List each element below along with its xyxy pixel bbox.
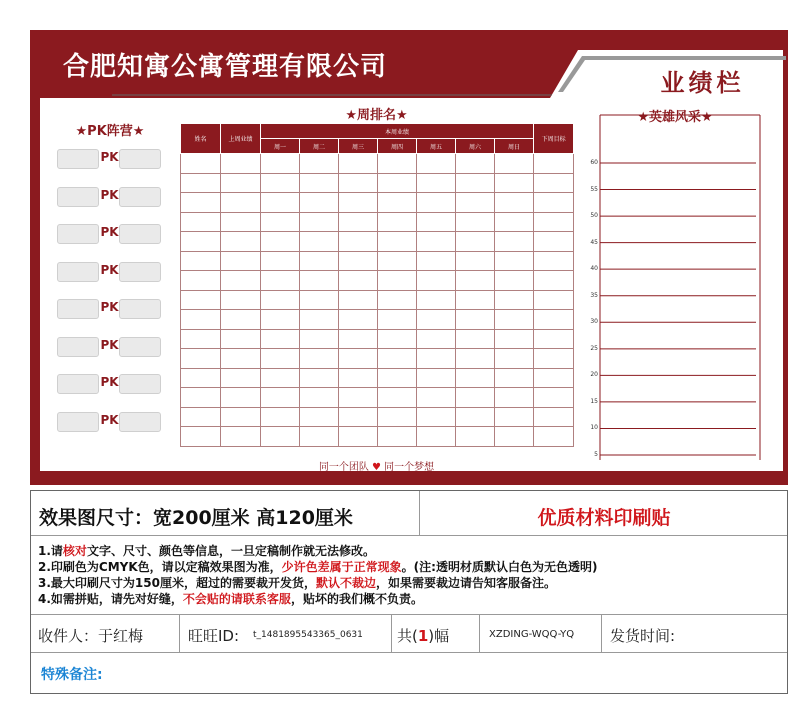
weekly-ranking-table — [180, 123, 574, 447]
table-cell — [181, 232, 221, 252]
slogan-part-2: 同一个梦想 — [384, 462, 435, 473]
table-row — [181, 290, 574, 310]
table-cell — [339, 349, 378, 369]
pk-left-box — [57, 337, 99, 357]
table-cell — [534, 368, 574, 388]
pk-right-box — [119, 299, 161, 319]
col-day: 周三 — [339, 139, 378, 154]
notes — [38, 543, 597, 607]
hero-tick-label: 10 — [590, 424, 598, 432]
pk-left-box — [57, 262, 99, 282]
table-cell — [221, 329, 261, 349]
table-cell — [339, 427, 378, 447]
table-cell — [417, 232, 456, 252]
pk-row — [57, 374, 160, 394]
table-cell — [456, 368, 495, 388]
slogan — [180, 458, 573, 473]
hero-tick-label: 20 — [590, 371, 598, 379]
divider — [179, 614, 180, 652]
table-cell — [417, 173, 456, 193]
table-row — [181, 193, 574, 213]
table-cell — [456, 212, 495, 232]
pk-left-box — [57, 299, 99, 319]
table-cell — [181, 290, 221, 310]
hero-tick-label: 5 — [594, 451, 598, 458]
table-row — [181, 173, 574, 193]
pk-row — [57, 149, 160, 169]
table-cell — [221, 388, 261, 408]
table-cell — [456, 232, 495, 252]
table-cell — [339, 290, 378, 310]
table-cell — [339, 173, 378, 193]
table-cell — [456, 251, 495, 271]
table-cell — [456, 271, 495, 291]
table-cell — [300, 251, 339, 271]
table-cell — [378, 193, 417, 213]
order-code: XZDING-WQQ-YQ — [489, 629, 575, 640]
hero-tick-label: 55 — [590, 185, 598, 193]
table-cell — [300, 154, 339, 174]
pk-label: PK — [100, 300, 119, 314]
table-cell — [495, 290, 534, 310]
table-cell — [495, 212, 534, 232]
special-notes: 特殊备注: — [41, 667, 103, 683]
heart-icon: ♥ — [372, 462, 381, 473]
table-cell — [181, 407, 221, 427]
wangwang-label: 旺旺ID: — [188, 627, 240, 645]
table-cell — [221, 427, 261, 447]
hero-tick-label: 30 — [590, 318, 598, 326]
table-cell — [300, 407, 339, 427]
table-cell — [495, 154, 534, 174]
table-cell — [378, 173, 417, 193]
pk-row — [57, 262, 160, 282]
table-row — [181, 251, 574, 271]
table-cell — [456, 290, 495, 310]
hero-section-title: ★英雄风采★ — [620, 106, 730, 125]
table-cell — [300, 212, 339, 232]
table-cell — [181, 388, 221, 408]
table-cell — [300, 427, 339, 447]
table-cell — [181, 212, 221, 232]
table-cell — [417, 329, 456, 349]
table-cell — [181, 368, 221, 388]
table-cell — [534, 290, 574, 310]
divider — [601, 614, 602, 652]
divider — [479, 614, 480, 652]
table-cell — [417, 368, 456, 388]
col-this-week: 本周业绩 — [261, 124, 534, 139]
table-cell — [534, 349, 574, 369]
table-cell — [339, 310, 378, 330]
table-cell — [181, 154, 221, 174]
table-row — [181, 368, 574, 388]
table-cell — [534, 427, 574, 447]
table-cell — [261, 329, 300, 349]
pk-left-box — [57, 224, 99, 244]
col-name: 姓名 — [181, 124, 221, 154]
table-row — [181, 212, 574, 232]
table-cell — [221, 290, 261, 310]
note-2: 2.印刷色为CMYK色，请以定稿效果图为准，少许色差属于正常现象。(注:透明材质默认白色为无色透明) — [38, 560, 598, 574]
table-cell — [221, 154, 261, 174]
slogan-part-1: 同一个团队 — [318, 462, 369, 473]
size-text: 效果图尺寸：宽200厘米 高120厘米 — [39, 507, 353, 529]
table-cell — [534, 154, 574, 174]
table-cell — [456, 193, 495, 213]
table-cell — [378, 154, 417, 174]
pk-left-box — [57, 149, 99, 169]
table-cell — [417, 310, 456, 330]
table-cell — [300, 173, 339, 193]
table-cell — [456, 173, 495, 193]
table-cell — [261, 271, 300, 291]
table-cell — [495, 329, 534, 349]
pk-left-box — [57, 412, 99, 432]
table-cell — [456, 427, 495, 447]
count: 共(1)幅 — [397, 627, 450, 645]
table-cell — [456, 349, 495, 369]
note-4: 4.如需拼贴，请先对好缝，不会贴的请联系客服，贴坏的我们概不负责。 — [38, 592, 423, 606]
col-day: 周六 — [456, 139, 495, 154]
table-cell — [300, 349, 339, 369]
table-cell — [181, 427, 221, 447]
table-cell — [534, 310, 574, 330]
divider — [419, 491, 420, 535]
table-cell — [181, 310, 221, 330]
table-cell — [339, 388, 378, 408]
table-cell — [221, 173, 261, 193]
table-cell — [261, 173, 300, 193]
table-cell — [261, 193, 300, 213]
table-cell — [261, 368, 300, 388]
pk-row — [57, 337, 160, 357]
table-cell — [261, 349, 300, 369]
pk-right-box — [119, 374, 161, 394]
table-cell — [181, 251, 221, 271]
table-cell — [339, 329, 378, 349]
table-cell — [495, 349, 534, 369]
pk-label: PK — [100, 187, 119, 202]
wangwang-id: t_1481895543365_0631 — [253, 630, 363, 640]
pk-row — [57, 224, 160, 244]
table-cell — [456, 329, 495, 349]
pk-right-box — [119, 149, 161, 169]
table-cell — [221, 232, 261, 252]
table-cell — [378, 388, 417, 408]
table-cell — [417, 349, 456, 369]
note-1: 1.请核对文字、尺寸、颜色等信息，一旦定稿制作就无法修改。 — [38, 544, 375, 558]
table-cell — [339, 154, 378, 174]
table-cell — [261, 290, 300, 310]
table-cell — [534, 193, 574, 213]
divider — [391, 614, 392, 652]
pk-row — [57, 412, 160, 432]
col-day: 周二 — [300, 139, 339, 154]
table-cell — [378, 290, 417, 310]
table-cell — [456, 407, 495, 427]
table-cell — [181, 349, 221, 369]
table-cell — [181, 329, 221, 349]
table-cell — [534, 329, 574, 349]
table-cell — [378, 407, 417, 427]
material-text: 优质材料印刷贴 — [537, 507, 671, 529]
table-cell — [534, 388, 574, 408]
table-cell — [495, 368, 534, 388]
order-info-panel — [30, 490, 788, 694]
table-cell — [495, 193, 534, 213]
weekly-table-body — [181, 154, 574, 447]
table-cell — [181, 193, 221, 213]
table-cell — [495, 388, 534, 408]
table-cell — [300, 329, 339, 349]
table-cell — [378, 310, 417, 330]
table-cell — [495, 232, 534, 252]
divider — [31, 652, 787, 653]
table-cell — [417, 154, 456, 174]
col-day: 周四 — [378, 139, 417, 154]
divider — [31, 614, 787, 615]
table-cell — [417, 427, 456, 447]
col-last-week: 上周业绩 — [221, 124, 261, 154]
table-cell — [495, 173, 534, 193]
pk-label: PK — [100, 375, 119, 389]
table-cell — [261, 251, 300, 271]
pk-label: PK — [100, 337, 119, 352]
note-3: 3.最大印刷尺寸为150厘米，超过的需要裁开发货，默认不裁边，如果需要裁边请告知客服备注。 — [38, 576, 556, 590]
recipient: 收件人：于红梅 — [38, 627, 144, 645]
table-row — [181, 329, 574, 349]
table-cell — [378, 427, 417, 447]
table-cell — [300, 271, 339, 291]
table-cell — [261, 427, 300, 447]
pk-label: PK — [100, 412, 119, 427]
table-cell — [221, 212, 261, 232]
pk-left-box — [57, 187, 99, 207]
weekly-section-title: ★周排名★ — [345, 108, 408, 123]
table-cell — [261, 407, 300, 427]
table-cell — [534, 212, 574, 232]
pk-label: PK — [100, 150, 119, 164]
pk-right-box — [119, 412, 161, 432]
hero-tick-label: 25 — [590, 344, 598, 352]
table-cell — [495, 427, 534, 447]
table-cell — [339, 271, 378, 291]
table-cell — [221, 368, 261, 388]
table-cell — [261, 154, 300, 174]
hero-tick-label: 50 — [590, 212, 598, 220]
hero-tick-label: 35 — [590, 291, 598, 299]
table-cell — [534, 173, 574, 193]
table-cell — [534, 232, 574, 252]
table-cell — [378, 349, 417, 369]
table-cell — [378, 368, 417, 388]
table-row — [181, 154, 574, 174]
table-cell — [378, 271, 417, 291]
table-cell — [495, 310, 534, 330]
pk-row — [57, 299, 160, 319]
table-cell — [300, 388, 339, 408]
performance-board — [30, 30, 788, 485]
pk-right-box — [119, 337, 161, 357]
pk-section-title: ★PK阵营★ — [75, 124, 145, 139]
col-day: 周一 — [261, 139, 300, 154]
table-cell — [339, 193, 378, 213]
pk-left-box — [57, 374, 99, 394]
table-cell — [417, 290, 456, 310]
table-cell — [378, 251, 417, 271]
table-cell — [495, 271, 534, 291]
table-cell — [221, 271, 261, 291]
table-cell — [221, 251, 261, 271]
table-cell — [378, 329, 417, 349]
table-cell — [339, 251, 378, 271]
table-cell — [339, 407, 378, 427]
table-cell — [221, 407, 261, 427]
table-cell — [221, 310, 261, 330]
pk-right-box — [119, 187, 161, 207]
table-cell — [417, 388, 456, 408]
table-cell — [300, 290, 339, 310]
table-cell — [495, 407, 534, 427]
table-cell — [534, 407, 574, 427]
ship-time: 发货时间: — [610, 627, 676, 645]
col-day: 周五 — [417, 139, 456, 154]
table-cell — [378, 212, 417, 232]
table-cell — [261, 310, 300, 330]
hero-tick-label: 60 — [590, 159, 598, 166]
table-cell — [495, 251, 534, 271]
table-cell — [339, 212, 378, 232]
col-next-target: 下周目标 — [534, 124, 574, 154]
table-row — [181, 407, 574, 427]
pk-row — [57, 187, 160, 207]
table-cell — [456, 310, 495, 330]
table-cell — [534, 271, 574, 291]
table-cell — [261, 232, 300, 252]
table-cell — [417, 212, 456, 232]
table-cell — [339, 232, 378, 252]
table-cell — [417, 271, 456, 291]
table-cell — [417, 251, 456, 271]
divider — [31, 535, 787, 536]
table-cell — [417, 407, 456, 427]
table-cell — [456, 154, 495, 174]
board-title: 业绩栏 — [660, 69, 745, 97]
table-cell — [181, 173, 221, 193]
table-row — [181, 388, 574, 408]
table-cell — [221, 193, 261, 213]
table-cell — [339, 368, 378, 388]
table-row — [181, 310, 574, 330]
table-cell — [261, 388, 300, 408]
table-cell — [534, 251, 574, 271]
table-row — [181, 232, 574, 252]
table-row — [181, 271, 574, 291]
hero-tick-label: 15 — [590, 397, 598, 405]
table-cell — [378, 232, 417, 252]
table-cell — [300, 310, 339, 330]
table-cell — [417, 193, 456, 213]
company-name: 合肥知寓公寓管理有限公司 — [63, 52, 388, 82]
pk-right-box — [119, 262, 161, 282]
table-cell — [300, 368, 339, 388]
table-row — [181, 349, 574, 369]
pk-label: PK — [100, 225, 119, 239]
hero-tick-label: 45 — [590, 238, 598, 246]
table-cell — [221, 349, 261, 369]
table-cell — [300, 193, 339, 213]
table-cell — [181, 271, 221, 291]
table-row — [181, 427, 574, 447]
table-cell — [300, 232, 339, 252]
pk-right-box — [119, 224, 161, 244]
col-day: 周日 — [495, 139, 534, 154]
pk-label: PK — [100, 262, 119, 277]
table-cell — [456, 388, 495, 408]
table-cell — [261, 212, 300, 232]
hero-tick-label: 40 — [590, 265, 598, 273]
